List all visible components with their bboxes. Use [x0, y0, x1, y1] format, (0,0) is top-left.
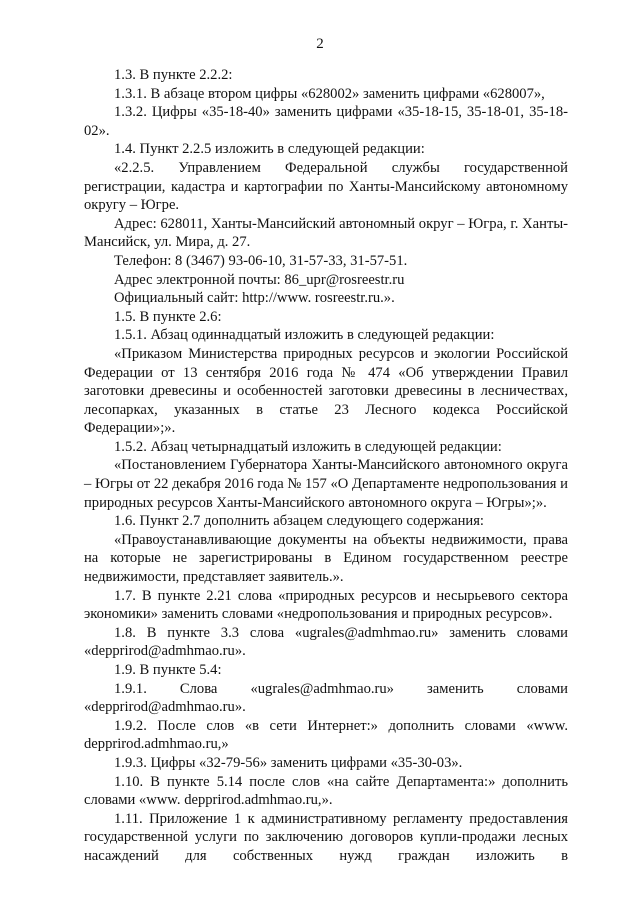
- paragraph-phone: Телефон: 8 (3467) 93-06-10, 31-57-33, 31-57-51.: [114, 252, 408, 269]
- paragraph-1-5-2: 1.5.2. Абзац четырнадцатый изложить в следующей редакции:: [114, 438, 502, 455]
- paragraph-address: Адрес: 628011, Ханты-Мансийский автономный округ – Югра, г. Ханты-Мансийск, ул. Мира, д. 27.: [84, 215, 568, 251]
- paragraph-1-4: 1.4. Пункт 2.2.5 изложить в следующей редакции:: [114, 141, 425, 158]
- paragraph-1-5: 1.5. В пункте 2.6:: [114, 308, 222, 325]
- paragraph-email: Адрес электронной почты: 86_upr@rosreestr.ru: [114, 271, 405, 288]
- paragraph-1-6: 1.6. Пункт 2.7 дополнить абзацем следующего содержания:: [114, 513, 484, 530]
- paragraph-1-3-2: 1.3.2. Цифры «35-18-40» заменить цифрами «35-18-15, 35-18-01, 35-18-02».: [84, 104, 568, 139]
- paragraph-1-3: 1.3. В пункте 2.2.2:: [114, 67, 233, 83]
- paragraph-1-9-1: 1.9.1. Слова «ugrales@admhmao.ru» заменить словами «depprirod@admhmao.ru».: [84, 680, 568, 716]
- paragraph-1-3-1: 1.3.1. В абзаце втором цифры «628002» заменить цифрами «628007»,: [114, 85, 545, 102]
- paragraph-1-7: 1.7. В пункте 2.21 слова «природных ресурсов и несырьевого сектора экономики» заменить словами «недропользования и природных ресурсов».: [84, 587, 568, 623]
- paragraph-2-2-5-quote: «2.2.5. Управлением Федеральной службы государственной регистрации, кадастра и картографии по Ханты-Мансийскому автономному округу – Югре.: [84, 159, 568, 214]
- page-number: 2: [316, 36, 324, 52]
- paragraph-1-9: 1.9. В пункте 5.4:: [114, 662, 222, 678]
- paragraph-1-11: 1.11. Приложение 1 к административному регламенту предоставления государственной услуги по заключению договоров купли-продажи лесных насаждений для собственных нужд граждан изложить в: [84, 810, 568, 864]
- paragraph-website: Официальный сайт: http://www. rosreestr.ru.».: [114, 290, 395, 307]
- document-body: [84, 66, 568, 866]
- paragraph-title-documents: «Правоустанавливающие документы на объекты недвижимости, права на которые не зарегистрированы в Едином государственном реестре недвижимости, представляет заявитель.».: [84, 531, 568, 586]
- paragraph-order-474: «Приказом Министерства природных ресурсов и экологии Российской Федерации от 13 сентября 2016 года № 474 «Об утверждении Правил заготовки древесины и особенностей заготовки древесины в лесничествах, лесопарках, указанных в статье 23 Лесного кодекса Российской Федерации»;».: [84, 345, 568, 437]
- paragraph-decree-157: «Постановлением Губернатора Ханты-Мансийского автономного округа – Югры от 22 декабря 2016 года № 157 «О Департаменте недропользования и природных ресурсов Ханты-Мансийского автономного округа – Югры»;».: [84, 457, 568, 511]
- paragraph-1-10: 1.10. В пункте 5.14 после слов «на сайте Департамента:» дополнить словами «www. depprirod.admhmao.ru,».: [84, 773, 568, 809]
- paragraph-1-9-3: 1.9.3. Цифры «32-79-56» заменить цифрами «35-30-03».: [114, 754, 463, 771]
- paragraph-1-5-1: 1.5.1. Абзац одиннадцатый изложить в следующей редакции:: [114, 327, 495, 344]
- paragraph-1-8: 1.8. В пункте 3.3 слова «ugrales@admhmao.ru» заменить словами «depprirod@admhmao.ru».: [84, 624, 568, 660]
- paragraph-1-9-2: 1.9.2. После слов «в сети Интернет:» дополнить словами «www. depprirod.admhmao.ru,»: [84, 717, 568, 753]
